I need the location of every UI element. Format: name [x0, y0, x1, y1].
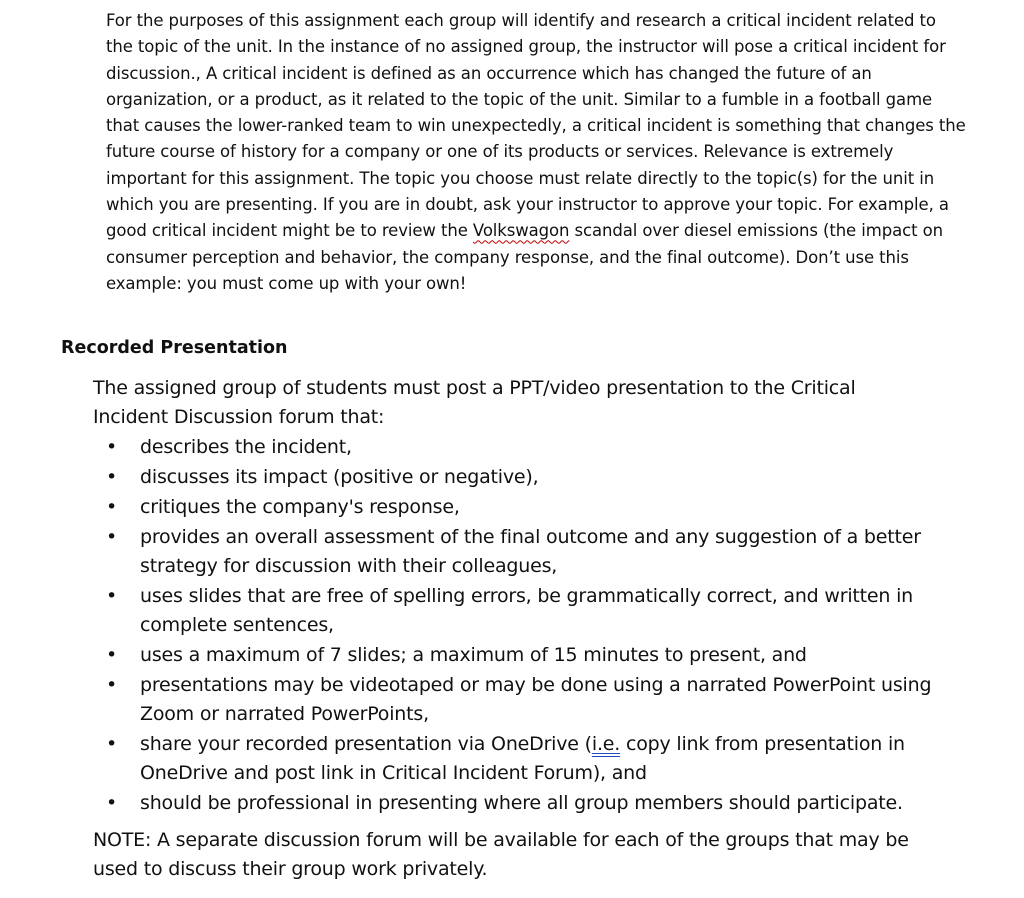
bullet-icon: • — [106, 644, 118, 666]
list-item-text: discusses its impact (positive or negative), — [140, 466, 539, 488]
list-item-text: critiques the company's response, — [140, 496, 460, 518]
bullet-icon: • — [106, 585, 118, 607]
list-item-text: presentations may be videotaped or may be done using a narrated PowerPoint using Zoom or narrated PowerPoints, — [140, 674, 932, 725]
list-item — [93, 493, 953, 522]
bullet-icon: • — [106, 792, 118, 814]
list-item — [93, 582, 953, 640]
list-item — [93, 463, 953, 492]
list-item-text: should be professional in presenting where all group members should participate. — [140, 792, 903, 814]
list-item-text: uses slides that are free of spelling errors, be grammatically correct, and written in complete sentences, — [140, 585, 913, 636]
list-item-text: describes the incident, — [140, 436, 352, 458]
list-item-share — [93, 730, 953, 788]
intro-text-start: For the purposes of this assignment each group will identify and research a critical incident related to the topic of the unit. In the instance of no assigned group, the instructor will pose a critical incident for discussion., A critical incident is defined as an occurrence which has changed the future of an organization, or a product, as it related to the topic of the unit. Similar to a fumble in a football game that causes the lower-ranked team to win unexpectedly, a critical incident is something that changes the future course of history for a company or one of its products or services. Relevance is extremely important for this assignment. The topic you choose must relate directly to the topic(s) for the unit in which you are presenting. If you are in doubt, ask your instructor to approve your topic. For example, a good critical incident might be to review the — [106, 11, 966, 241]
intro-paragraph — [106, 8, 966, 297]
lead-paragraph: The assigned group of students must post a PPT/video presentation to the Critical Incident Discussion forum that: — [93, 377, 856, 428]
intro-text-end: scandal over diesel emissions (the impact on consumer perception and behavior, the company response, and the final outcome). Don’t use this example: you must come up with your own! — [106, 221, 943, 293]
list-item — [93, 789, 953, 818]
list-item-text: provides an overall assessment of the final outcome and any suggestion of a better strategy for discussion with their colleagues, — [140, 526, 921, 577]
list-item — [93, 671, 953, 729]
section-heading: Recorded Presentation — [61, 338, 288, 358]
bullet-icon: • — [106, 674, 118, 696]
bullet-icon: • — [106, 436, 118, 458]
grammar-flagged-word[interactable]: i.e. — [591, 733, 621, 755]
bullet-icon: • — [106, 496, 118, 518]
share-text-end: copy link from presentation in OneDrive and post link in Critical Incident Forum), and — [140, 733, 905, 784]
bullet-icon: • — [106, 526, 118, 548]
list-item — [93, 641, 953, 670]
list-item-text: uses a maximum of 7 slides; a maximum of 15 minutes to present, and — [140, 644, 807, 666]
spellcheck-flagged-word[interactable]: Volkswagon — [472, 221, 570, 241]
requirements-list — [93, 433, 953, 819]
bullet-icon: • — [106, 733, 118, 755]
list-item — [93, 523, 953, 581]
bullet-icon: • — [106, 466, 118, 488]
share-text-start: share your recorded presentation via OneDrive ( — [140, 733, 592, 755]
note-paragraph: NOTE: A separate discussion forum will be available for each of the groups that may be used to discuss their group work privately. — [93, 829, 909, 880]
list-item — [93, 433, 953, 462]
